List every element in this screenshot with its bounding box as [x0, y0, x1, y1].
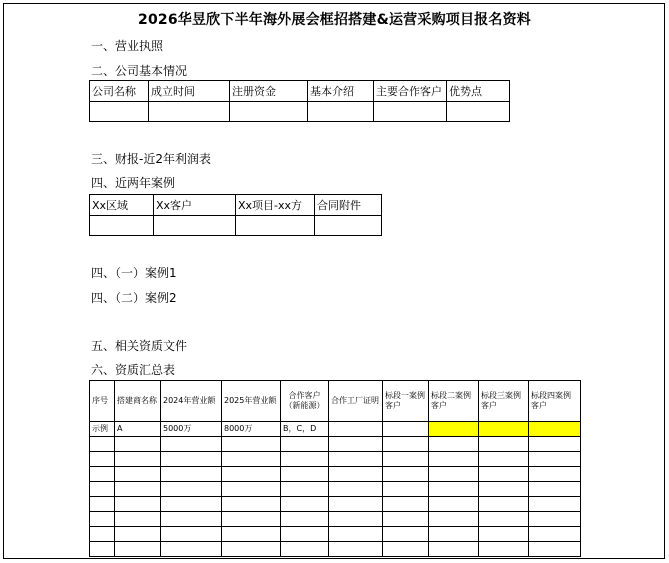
table-cell — [383, 482, 429, 497]
table-cell — [429, 512, 479, 527]
heading-business-license: 一、营业执照 — [91, 39, 164, 53]
table-cell — [90, 467, 115, 482]
table-cell — [383, 467, 429, 482]
table-cell — [281, 527, 329, 542]
header-serial: 序号 — [90, 381, 115, 422]
heading-case-2: 四、（二）案例2 — [91, 291, 177, 305]
table-cell — [230, 102, 308, 122]
table-cell — [115, 497, 161, 512]
header-advantages: 优势点 — [447, 81, 510, 102]
table-cell — [222, 452, 281, 467]
table-cell — [479, 437, 529, 452]
header-client: Xx客户 — [154, 195, 236, 216]
table-cell — [222, 527, 281, 542]
table-cell — [161, 527, 222, 542]
example-revenue-2025: 8000万 — [222, 422, 281, 437]
table-cell — [383, 437, 429, 452]
table-cell — [90, 497, 115, 512]
table-cell — [429, 482, 479, 497]
table-cell — [161, 437, 222, 452]
table-row — [90, 437, 631, 452]
table-cell — [329, 437, 383, 452]
table-cell — [479, 512, 529, 527]
table-cell — [383, 512, 429, 527]
table-cell — [429, 467, 479, 482]
table-cell — [161, 497, 222, 512]
table-cell — [315, 216, 382, 236]
table-cell — [222, 542, 281, 557]
table-cell — [90, 437, 115, 452]
example-partner-clients: B，C，D — [281, 422, 329, 437]
table-cell — [161, 452, 222, 467]
table-cell — [154, 216, 236, 236]
header-revenue-2025: 2025年营业额 — [222, 381, 281, 422]
table-cell — [329, 482, 383, 497]
header-company-name: 公司名称 — [90, 81, 149, 102]
heading-case-1: 四、（一）案例1 — [91, 266, 177, 280]
document-title: 2026华昱欣下半年海外展会框招搭建&运营采购项目报名资料 — [138, 12, 531, 28]
header-founded-date: 成立时间 — [149, 81, 230, 102]
table-cell — [429, 437, 479, 452]
heading-financial-report: 三、财报-近2年利润表 — [91, 152, 211, 166]
table-cell — [90, 452, 115, 467]
table-cell — [529, 527, 581, 542]
table-cell — [429, 452, 479, 467]
table-cell — [383, 497, 429, 512]
table-cell — [90, 527, 115, 542]
heading-recent-cases: 四、近两年案例 — [91, 176, 176, 190]
table-cell — [90, 102, 149, 122]
table-cell — [529, 467, 581, 482]
example-lot1 — [383, 422, 429, 437]
table-cell — [222, 497, 281, 512]
table-cell — [222, 512, 281, 527]
table-cell — [383, 452, 429, 467]
table-cell — [90, 512, 115, 527]
table-cell — [281, 437, 329, 452]
table-row — [90, 497, 631, 512]
table-row — [90, 482, 631, 497]
example-serial: 示例 — [90, 422, 115, 437]
header-region: Xx区域 — [90, 195, 154, 216]
table-cell — [281, 482, 329, 497]
table-row — [90, 216, 382, 236]
header-lot3-case-client: 标段三案例客户 — [479, 381, 529, 422]
table-cell — [383, 542, 429, 557]
table-cell — [115, 527, 161, 542]
table-cell — [149, 102, 230, 122]
table-cell — [90, 216, 154, 236]
table-cell — [479, 542, 529, 557]
example-row — [90, 422, 631, 437]
table-cell — [429, 527, 479, 542]
table-row — [90, 102, 510, 122]
header-factory-proof: 合作工厂证明 — [329, 381, 383, 422]
table-cell — [281, 512, 329, 527]
table-cell — [374, 102, 447, 122]
table-cell — [383, 527, 429, 542]
example-lot3-highlight — [479, 422, 529, 437]
table-cell — [115, 542, 161, 557]
heading-company-info: 二、公司基本情况 — [91, 64, 188, 78]
table-cell — [281, 452, 329, 467]
header-partner-clients-line2: （新能源） — [284, 401, 325, 410]
table-cell — [329, 467, 383, 482]
heading-qualification-summary: 六、资质汇总表 — [91, 363, 176, 377]
table-cell — [529, 497, 581, 512]
table-cell — [90, 542, 115, 557]
table-row — [90, 467, 631, 482]
table-cell — [529, 542, 581, 557]
table-cell — [308, 102, 374, 122]
table-cell — [529, 437, 581, 452]
table-cell — [329, 527, 383, 542]
table-cell — [161, 512, 222, 527]
heading-qualification-docs: 五、相关资质文件 — [91, 339, 188, 353]
table-cell — [161, 482, 222, 497]
qualification-summary-table — [89, 380, 631, 557]
example-factory-proof — [329, 422, 383, 437]
example-revenue-2024: 5000万 — [161, 422, 222, 437]
header-partner-clients — [281, 381, 329, 422]
table-row — [90, 512, 631, 527]
table-cell — [161, 467, 222, 482]
table-cell — [115, 482, 161, 497]
table-cell — [281, 542, 329, 557]
table-cell — [90, 482, 115, 497]
header-revenue-2024: 2024年营业额 — [161, 381, 222, 422]
example-lot4-highlight — [529, 422, 581, 437]
table-row — [90, 452, 631, 467]
header-lot1-case-client: 标段一案例客户 — [383, 381, 429, 422]
header-lot4-case-client: 标段四案例客户 — [529, 381, 581, 422]
example-lot2-highlight — [429, 422, 479, 437]
blank-rows — [90, 437, 631, 557]
table-row — [90, 542, 631, 557]
table-cell — [115, 437, 161, 452]
table-cell — [115, 452, 161, 467]
header-project: Xx项目-xx方 — [236, 195, 315, 216]
header-builder-name: 搭建商名称 — [115, 381, 161, 422]
header-main-clients: 主要合作客户 — [374, 81, 447, 102]
table-cell — [161, 542, 222, 557]
header-lot2-case-client: 标段二案例客户 — [429, 381, 479, 422]
table-cell — [236, 216, 315, 236]
table-cell — [222, 437, 281, 452]
table-cell — [115, 467, 161, 482]
table-cell — [529, 512, 581, 527]
table-cell — [479, 452, 529, 467]
table-cell — [281, 497, 329, 512]
table-cell — [329, 497, 383, 512]
header-registered-capital: 注册资金 — [230, 81, 308, 102]
table-cell — [281, 467, 329, 482]
table-cell — [329, 452, 383, 467]
table-cell — [429, 542, 479, 557]
recent-cases-table — [89, 194, 382, 236]
table-cell — [447, 102, 510, 122]
header-contract-attachment: 合同附件 — [315, 195, 382, 216]
table-row — [90, 527, 631, 542]
table-cell — [529, 482, 581, 497]
table-cell — [529, 452, 581, 467]
table-cell — [429, 497, 479, 512]
header-basic-intro: 基本介绍 — [308, 81, 374, 102]
table-cell — [479, 467, 529, 482]
table-cell — [115, 512, 161, 527]
table-cell — [222, 482, 281, 497]
header-partner-clients-line1: 合作客户 — [288, 391, 321, 400]
table-cell — [329, 512, 383, 527]
example-builder-name: A — [115, 422, 161, 437]
table-cell — [479, 527, 529, 542]
company-info-table — [89, 80, 510, 122]
table-cell — [479, 482, 529, 497]
table-cell — [329, 542, 383, 557]
table-cell — [479, 497, 529, 512]
table-cell — [222, 467, 281, 482]
